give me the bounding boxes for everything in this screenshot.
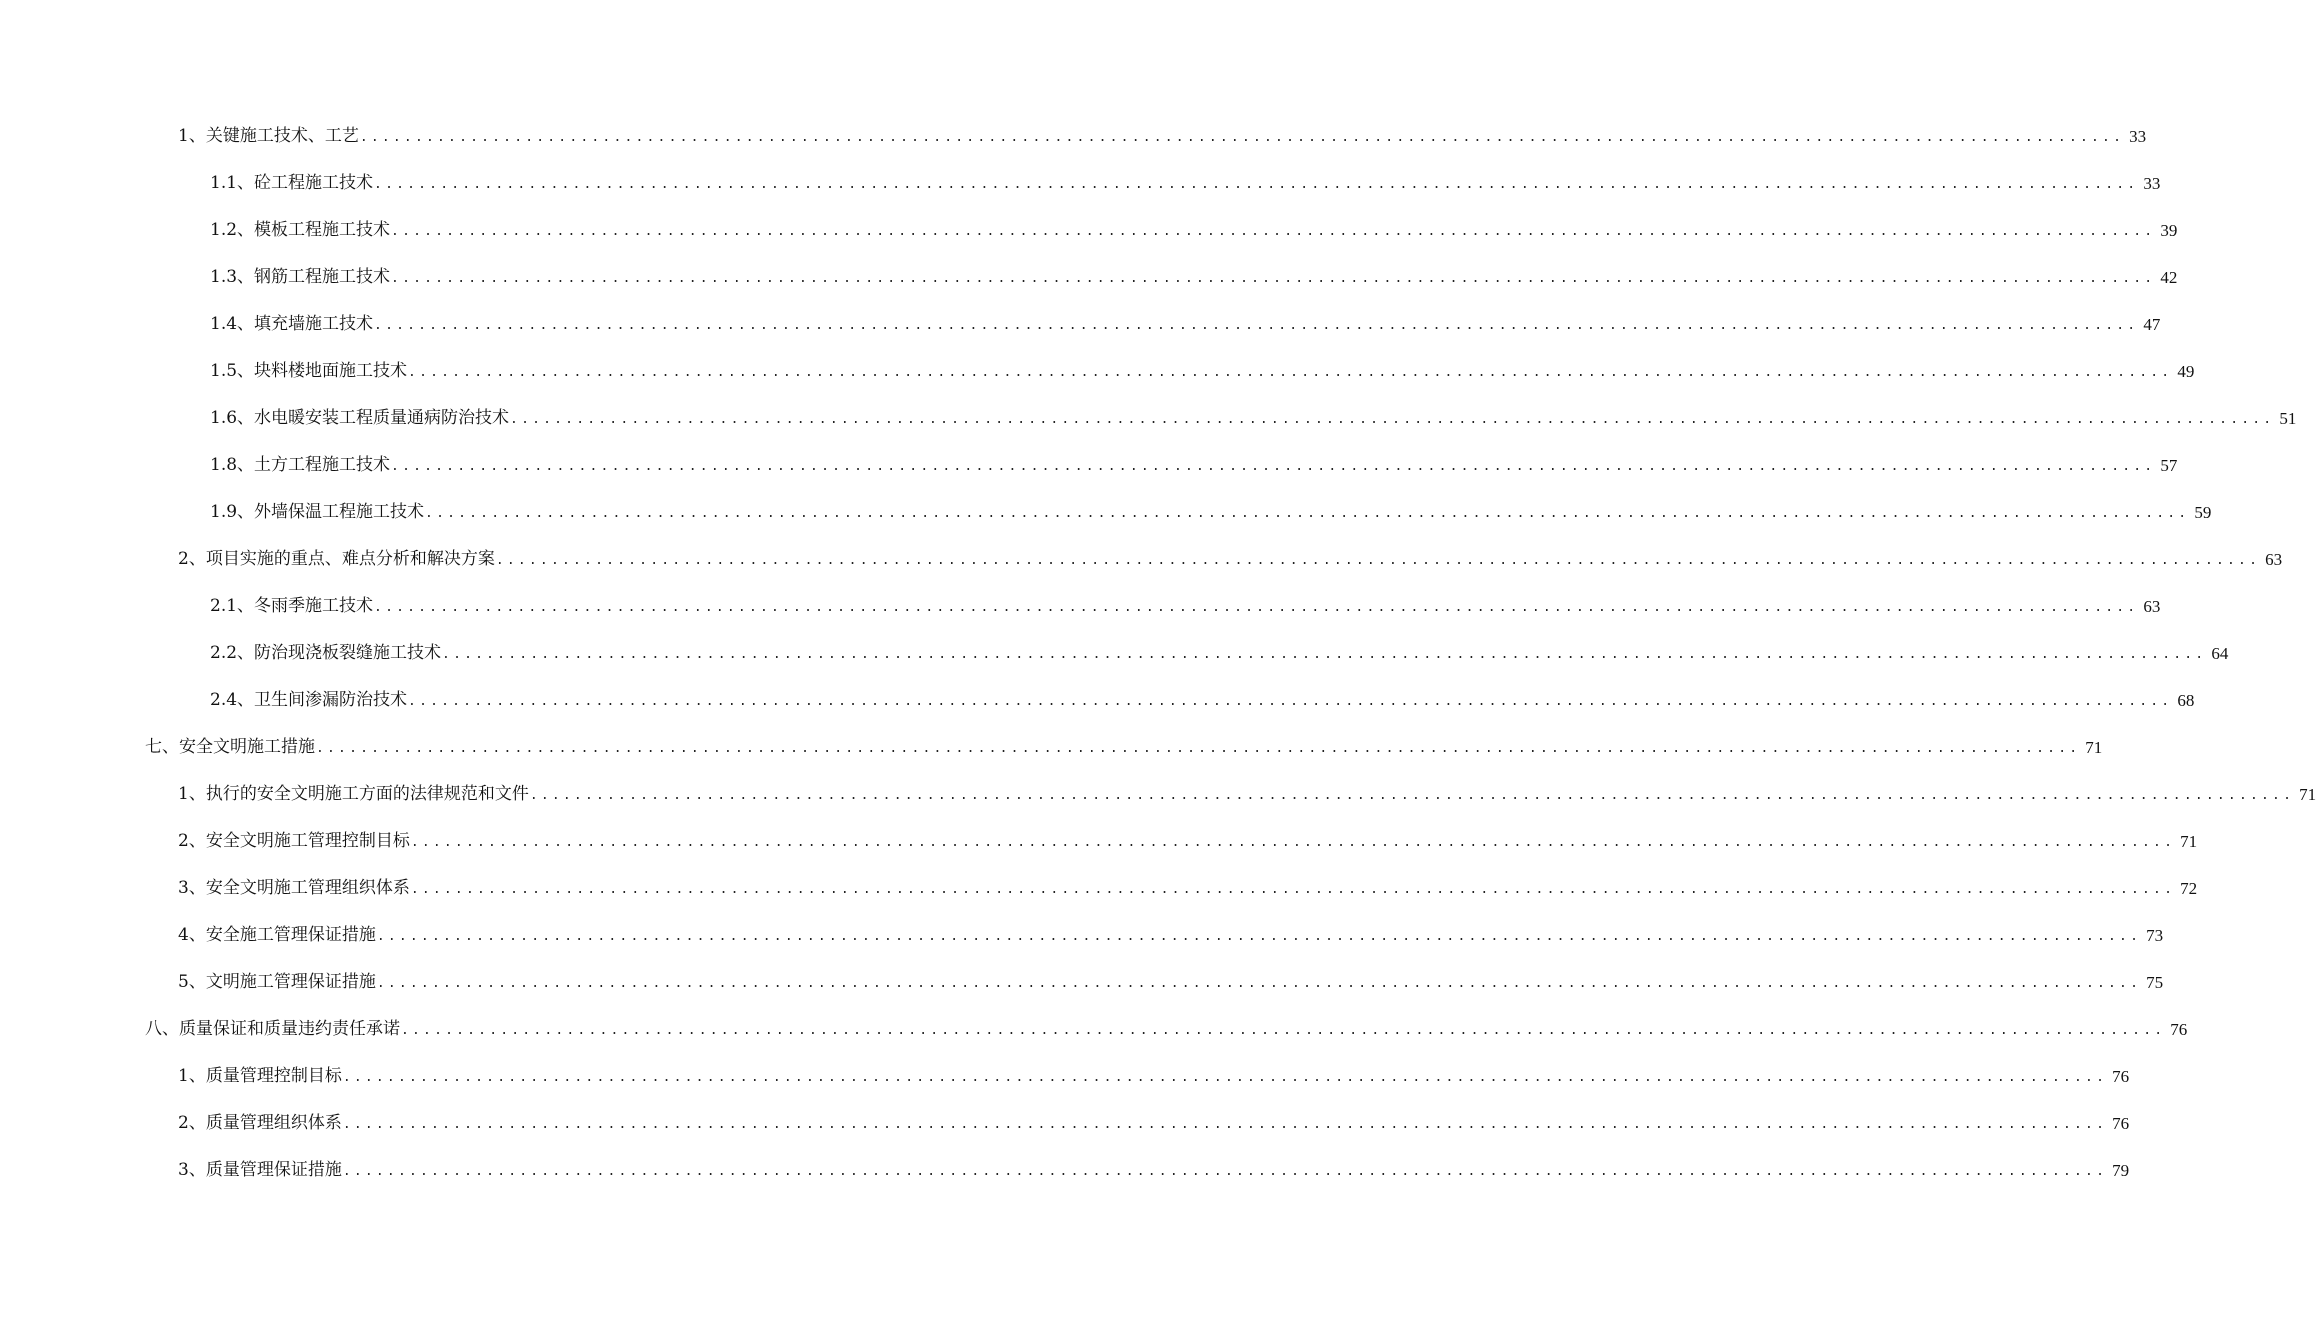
- toc-entry[interactable]: [0, 818, 2198, 865]
- toc-dot-leader: ................................................................................................................................................................: [495, 553, 2261, 568]
- toc-dot-leader: ................................................................................................................................................................: [408, 694, 2173, 709]
- toc-entry[interactable]: [0, 630, 2229, 677]
- toc-dot-leader: ................................................................................................................................................................: [374, 600, 2139, 615]
- toc-dot-leader: ................................................................................................................................................................: [316, 741, 2081, 756]
- toc-page-number: 64: [2211, 644, 2229, 663]
- toc-page-number: 63: [2143, 597, 2161, 616]
- toc-entry-title: 2.1、冬雨季施工技术: [210, 596, 374, 616]
- toc-dot-leader: ................................................................................................................................................................: [425, 506, 2190, 521]
- toc-entry-title: 1、关键施工技术、工艺: [178, 126, 359, 146]
- toc-entry-title: 2、质量管理组织体系: [178, 1113, 342, 1133]
- toc-page-number: 33: [2129, 127, 2147, 146]
- toc-page-number: 79: [2112, 1161, 2130, 1180]
- toc-entry[interactable]: [0, 395, 2297, 442]
- toc-entry-title: 5、文明施工管理保证措施: [178, 972, 376, 992]
- toc-dot-leader: ................................................................................................................................................................: [408, 365, 2173, 380]
- toc-entry[interactable]: [0, 442, 2178, 489]
- toc-entry-title: 1、质量管理控制目标: [178, 1066, 342, 1086]
- toc-entry-title: 1.5、块料楼地面施工技术: [210, 361, 408, 381]
- toc-page-number: 72: [2180, 879, 2198, 898]
- toc-entry[interactable]: [0, 771, 2316, 818]
- toc-dot-leader: ................................................................................................................................................................: [401, 1023, 2166, 1038]
- toc-entry-title: 2、项目实施的重点、难点分析和解决方案: [178, 549, 495, 569]
- toc-entry-title: 1.1、砼工程施工技术: [210, 173, 374, 193]
- toc-page-number: 33: [2143, 174, 2161, 193]
- toc-entry[interactable]: [0, 254, 2178, 301]
- toc-entry-title: 七、安全文明施工措施: [145, 737, 315, 757]
- toc-entry-title: 1.3、钢筋工程施工技术: [210, 267, 391, 287]
- toc-entry[interactable]: [0, 912, 2164, 959]
- toc-dot-leader: ................................................................................................................................................................: [359, 130, 2125, 145]
- toc-entry-title: 3、安全文明施工管理组织体系: [178, 878, 410, 898]
- toc-entry[interactable]: [0, 865, 2198, 912]
- toc-page-number: 71: [2180, 832, 2198, 851]
- toc-entry-title: 1.9、外墙保温工程施工技术: [210, 502, 425, 522]
- toc-entry-title: 2.4、卫生间渗漏防治技术: [210, 690, 408, 710]
- toc-entry[interactable]: [0, 160, 2161, 207]
- toc-entry[interactable]: [0, 301, 2161, 348]
- toc-entry-title: 八、质量保证和质量违约责任承诺: [145, 1019, 400, 1039]
- toc-page-number: 39: [2160, 221, 2178, 240]
- toc-dot-leader: ................................................................................................................................................................: [529, 788, 2295, 803]
- toc-entry-title: 1.6、水电暖安装工程质量通病防治技术: [210, 408, 510, 428]
- toc-page-number: 71: [2085, 738, 2103, 757]
- toc-entry[interactable]: [0, 724, 2103, 771]
- toc-dot-leader: ................................................................................................................................................................: [342, 1117, 2108, 1132]
- toc-page-number: 76: [2112, 1067, 2130, 1086]
- toc-dot-leader: ................................................................................................................................................................: [376, 929, 2142, 944]
- toc-entry[interactable]: [0, 348, 2195, 395]
- toc-dot-leader: ................................................................................................................................................................: [342, 1070, 2108, 1085]
- toc-dot-leader: ................................................................................................................................................................: [391, 459, 2156, 474]
- toc-entry[interactable]: [0, 489, 2212, 536]
- toc-entry-title: 1、执行的安全文明施工方面的法律规范和文件: [178, 784, 529, 804]
- toc-entry[interactable]: [0, 207, 2178, 254]
- toc-dot-leader: ................................................................................................................................................................: [442, 647, 2207, 662]
- toc-dot-leader: ................................................................................................................................................................: [342, 1164, 2108, 1179]
- toc-entry[interactable]: [0, 1147, 2130, 1194]
- toc-page-number: 42: [2160, 268, 2178, 287]
- toc-page-number: 51: [2279, 409, 2297, 428]
- toc-page-number: 49: [2177, 362, 2195, 381]
- toc-entry-title: 1.8、土方工程施工技术: [210, 455, 391, 475]
- toc-entry[interactable]: [0, 583, 2161, 630]
- toc-dot-leader: ................................................................................................................................................................: [391, 224, 2156, 239]
- toc-page-number: 71: [2299, 785, 2316, 804]
- toc-entry-title: 1.4、填充墙施工技术: [210, 314, 374, 334]
- toc-dot-leader: ................................................................................................................................................................: [376, 976, 2142, 991]
- toc-dot-leader: ................................................................................................................................................................: [410, 882, 2176, 897]
- toc-entry[interactable]: [0, 113, 2147, 160]
- toc-entry-title: 1.2、模板工程施工技术: [210, 220, 391, 240]
- toc-entry[interactable]: [0, 1006, 2188, 1053]
- toc-entry-title: 4、安全施工管理保证措施: [178, 925, 376, 945]
- toc-entry-title: 2、安全文明施工管理控制目标: [178, 831, 410, 851]
- toc-dot-leader: ................................................................................................................................................................: [391, 271, 2156, 286]
- toc-entry[interactable]: [0, 536, 2283, 583]
- toc-entry[interactable]: [0, 959, 2164, 1006]
- toc-page-number: 57: [2160, 456, 2178, 475]
- toc-dot-leader: ................................................................................................................................................................: [410, 835, 2176, 850]
- toc-page-number: 47: [2143, 315, 2161, 334]
- toc-entry[interactable]: [0, 1100, 2130, 1147]
- toc-page-number: 59: [2194, 503, 2212, 522]
- table-of-contents: [0, 113, 2316, 1194]
- toc-page-number: 76: [2170, 1020, 2188, 1039]
- toc-entry-title: 2.2、防治现浇板裂缝施工技术: [210, 643, 442, 663]
- toc-page-number: 76: [2112, 1114, 2130, 1133]
- toc-entry[interactable]: [0, 1053, 2130, 1100]
- toc-page-number: 63: [2265, 550, 2283, 569]
- toc-page-number: 68: [2177, 691, 2195, 710]
- toc-dot-leader: ................................................................................................................................................................: [374, 318, 2139, 333]
- toc-page-number: 75: [2146, 973, 2164, 992]
- toc-dot-leader: ................................................................................................................................................................: [510, 412, 2275, 427]
- toc-page-number: 73: [2146, 926, 2164, 945]
- toc-dot-leader: ................................................................................................................................................................: [374, 177, 2139, 192]
- toc-entry-title: 3、质量管理保证措施: [178, 1160, 342, 1180]
- toc-entry[interactable]: [0, 677, 2195, 724]
